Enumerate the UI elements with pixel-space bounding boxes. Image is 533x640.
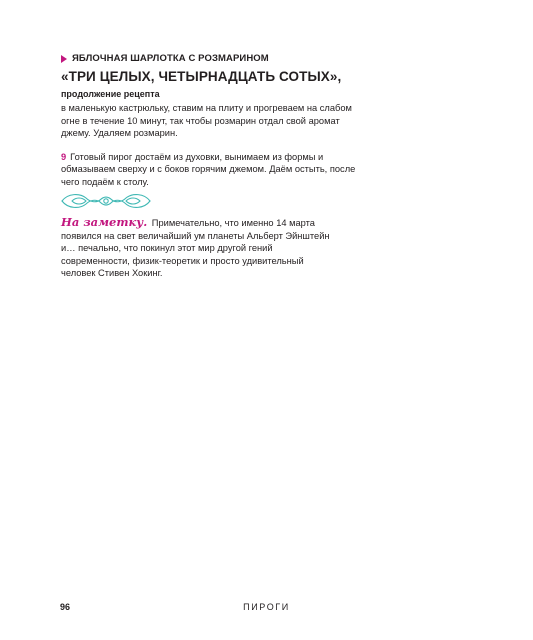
recipe-kicker [61, 52, 481, 66]
step-text: Готовый пирог достаём из духовки, вынимаем из формы и обмазываем сверху и с боков горячим джемом. Даём остыть, после чего подаём к столу. [61, 151, 356, 187]
note-label: На заметку. [61, 215, 148, 229]
recipe-body [61, 102, 361, 189]
note-text: Примечательно, что именно 14 марта появился на свет величайший ум планеты Альберт Эйнштейн и… печально, что покинул этот мир другой гений современности, физик-теоретик и просто удивительный человек Стивен Хокинг. [61, 218, 330, 279]
recipe-header [61, 52, 481, 101]
recipe-title [61, 67, 481, 87]
section-title: ПИРОГИ [243, 602, 290, 612]
recipe-title-text: «ТРИ ЦЕЛЫХ, ЧЕТЫРНАДЦАТЬ СОТЫХ» [61, 69, 338, 84]
note-block [61, 216, 331, 280]
step-paragraph [61, 151, 361, 189]
note-paragraph [61, 216, 331, 280]
page-number: 96 [60, 602, 71, 612]
recipe-title-suffix: , [337, 69, 342, 84]
triangle-bullet-icon [61, 55, 67, 63]
recipe-subtitle: продолжение рецепта [61, 89, 160, 99]
recipe-kicker-text: ЯБЛОЧНАЯ ШАРЛОТКА С РОЗМАРИНОМ [72, 53, 269, 64]
continuation-paragraph: в маленькую кастрюльку, ставим на плиту и прогреваем на слабом огне в течение 10 минут, так чтобы розмарин отдал свой аромат джему. Удаляем розмарин. [61, 103, 352, 139]
flourish-ornament-icon [60, 191, 152, 211]
step-number: 9 [61, 151, 67, 162]
